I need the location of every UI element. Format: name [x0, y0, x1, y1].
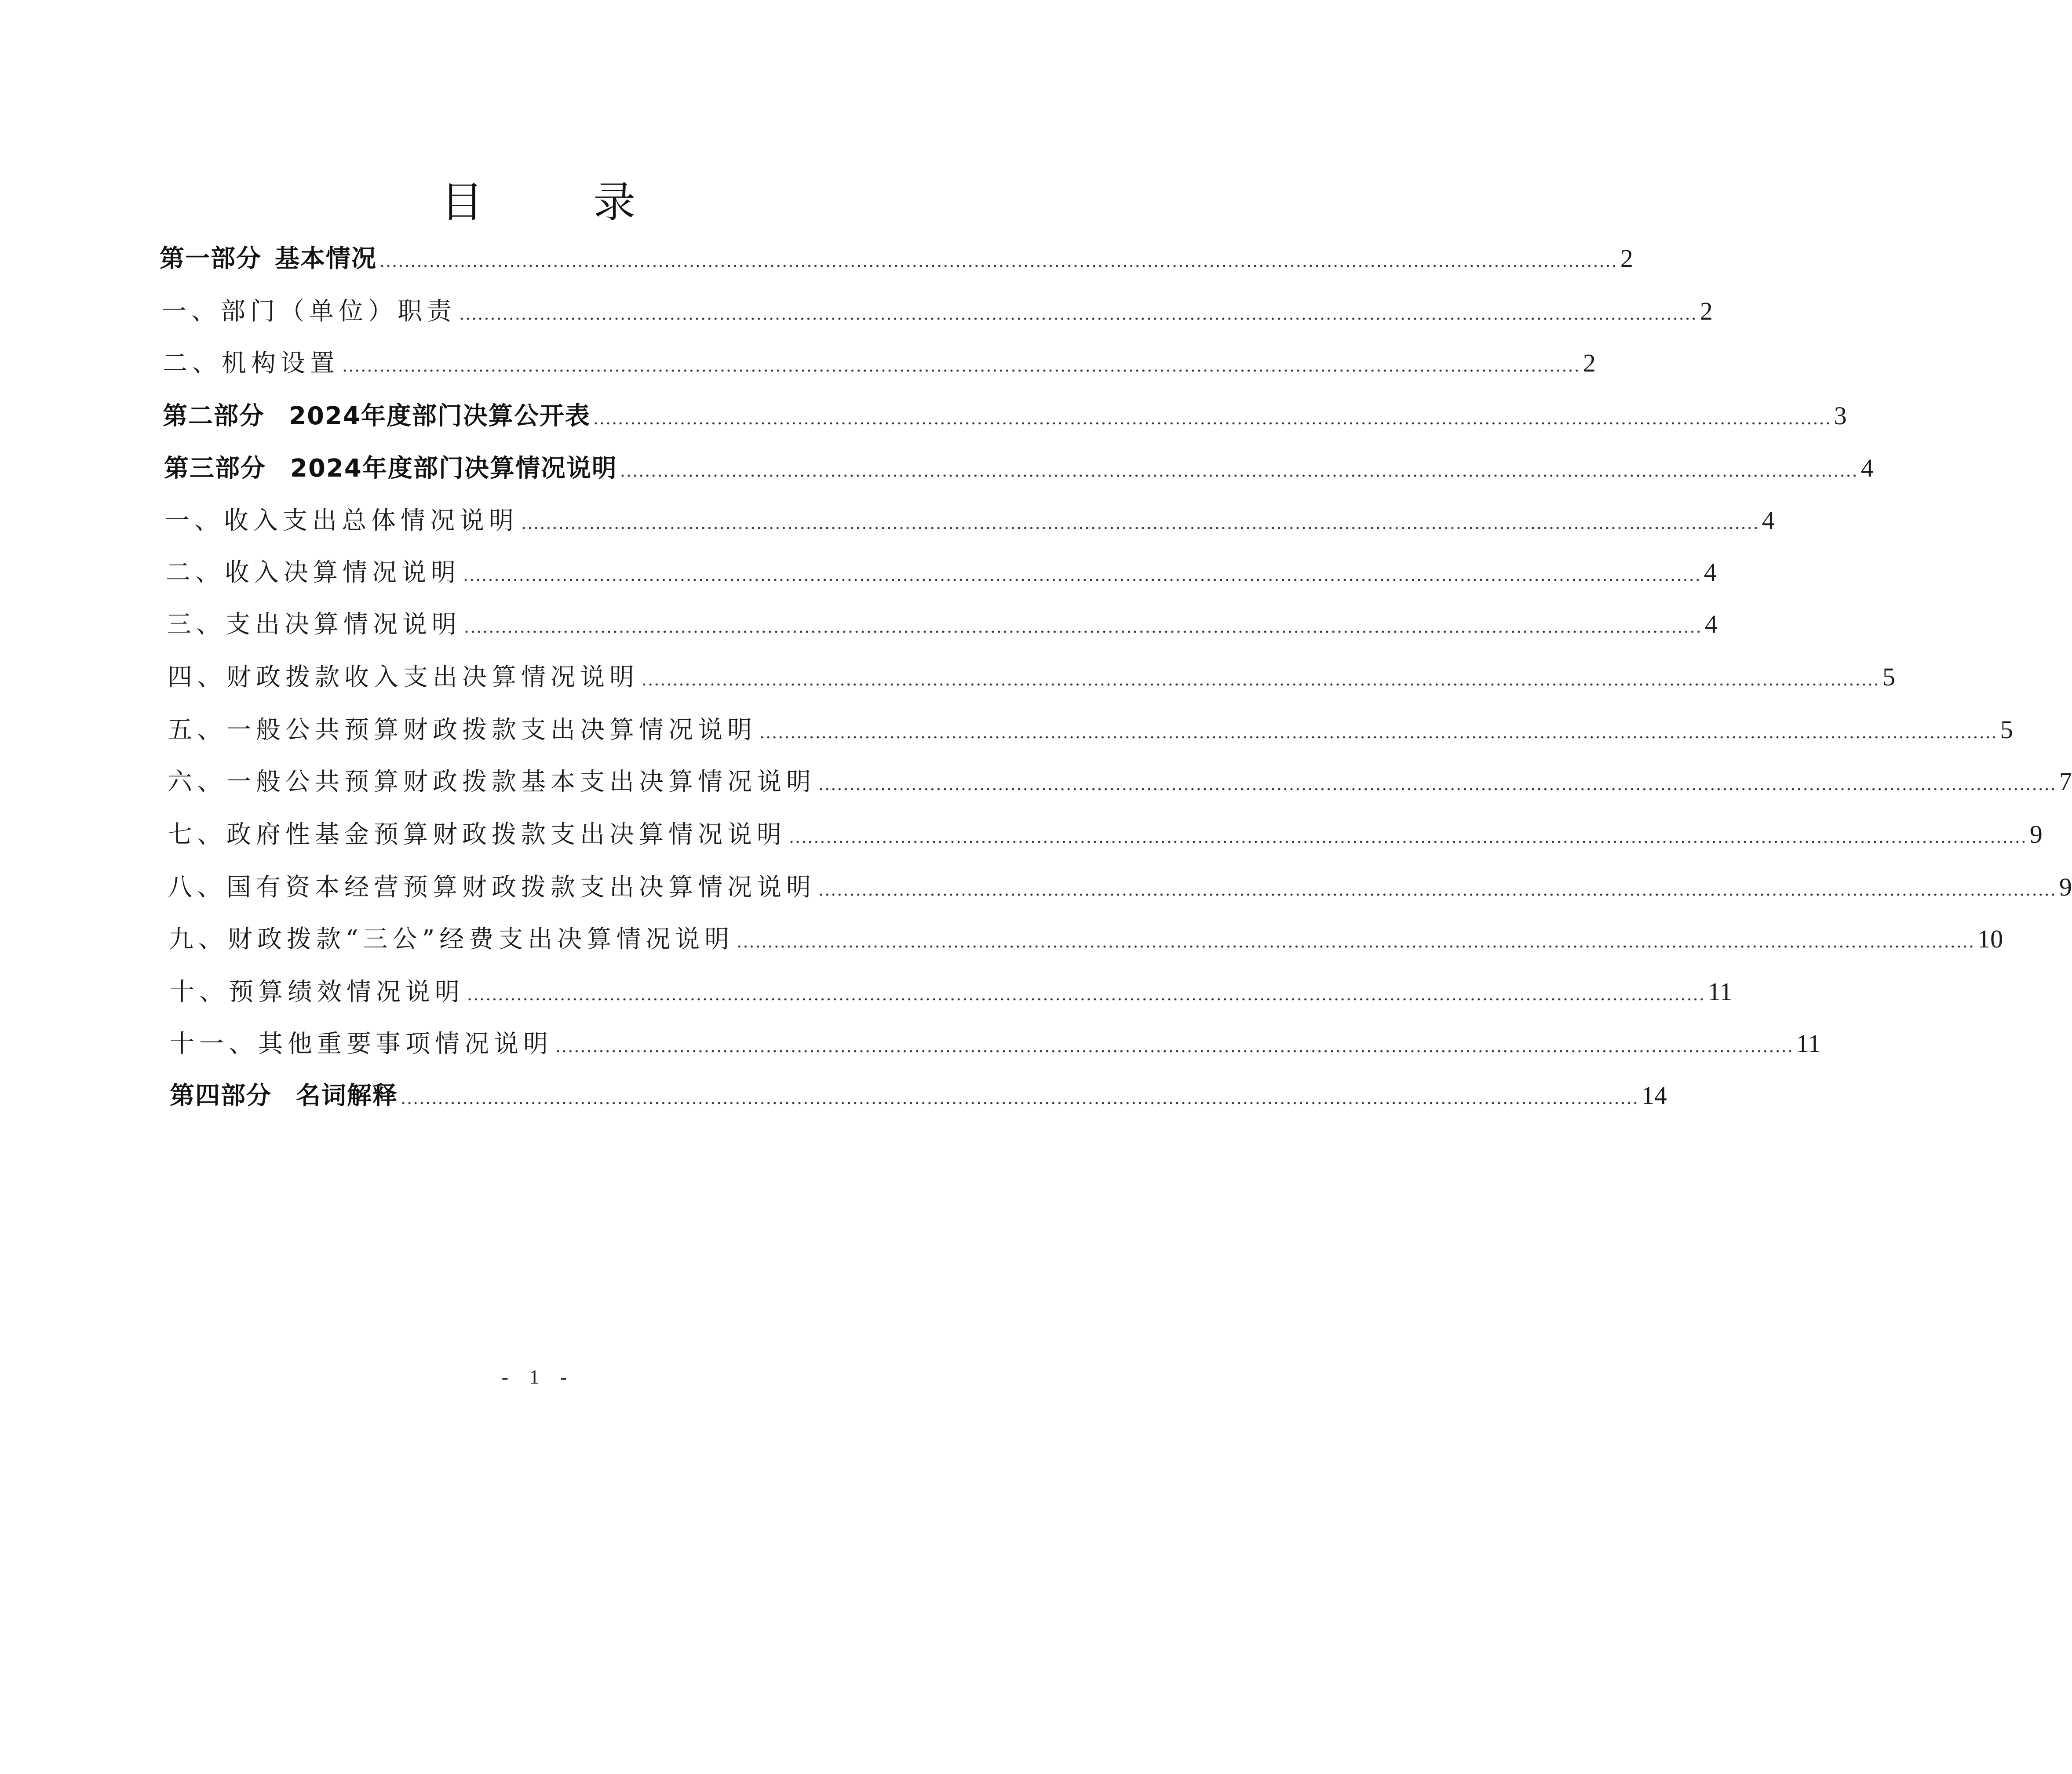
toc-leader-dots: ........................................................................................................................................................................................................ [759, 723, 1998, 742]
toc-page-number: 9 [2059, 873, 2072, 901]
toc-leader-dots: ........................................................................................................................................................................................................ [467, 985, 1705, 1004]
toc-entry-label: 七、政府性基金预算财政拨款支出决算情况说明 [168, 820, 786, 849]
toc-leader-dots: ........................................................................................................................................................................................................ [521, 514, 1759, 533]
toc-entry-section[interactable] [170, 974, 1733, 1009]
toc-entry-label: 一、部门（单位）职责 [162, 297, 456, 326]
toc-entry-section[interactable] [163, 346, 1596, 381]
toc-entry-section[interactable] [169, 922, 2003, 957]
toc-entry-section[interactable] [168, 817, 2043, 852]
toc-page-number: 3 [1834, 401, 1847, 430]
toc-entry-section[interactable] [168, 764, 2072, 799]
toc-leader-dots: ........................................................................................................................................................................................................ [593, 409, 1831, 428]
toc-page-number: 2 [1620, 244, 1633, 273]
toc-entry-section[interactable] [167, 607, 1718, 642]
toc-page-number: 5 [1882, 663, 1895, 691]
toc-entry-label: 六、一般公共预算财政拨款基本支出决算情况说明 [168, 768, 816, 796]
toc-entry-section[interactable] [165, 503, 1775, 538]
toc-page-number: 11 [1707, 977, 1733, 1006]
toc-leader-dots: ........................................................................................................................................................................................................ [379, 251, 1618, 271]
toc-leader-dots: ........................................................................................................................................................................................................ [620, 461, 1858, 481]
toc-entry-section[interactable] [170, 1026, 1821, 1061]
toc-page-number: 7 [2059, 767, 2072, 796]
toc-entry-label: 第一部分 基本情况 [160, 244, 377, 273]
toc-entry-label: 五、一般公共预算财政拨款支出决算情况说明 [168, 716, 757, 744]
toc-entry-label: 第二部分 2024年度部门决算公开表 [163, 402, 591, 430]
toc-entry-label: 十、预算绩效情况说明 [170, 978, 464, 1006]
toc-page-number: 11 [1796, 1029, 1821, 1058]
toc-page-number: 2 [1583, 349, 1596, 377]
toc-entry-label: 一、收入支出总体情况说明 [165, 506, 518, 535]
toc-leader-dots: ........................................................................................................................................................................................................ [401, 1089, 1639, 1108]
toc-entry-label: 第四部分 名词解释 [170, 1082, 398, 1110]
toc-leader-dots: ........................................................................................................................................................................................................ [463, 565, 1701, 585]
toc-leader-dots: ........................................................................................................................................................................................................ [342, 356, 1580, 375]
toc-title: 目 录 [441, 178, 684, 227]
toc-leader-dots: ........................................................................................................................................................................................................ [555, 1037, 1794, 1056]
toc-entry-section[interactable] [162, 294, 1713, 329]
toc-entry-section[interactable] [166, 555, 1717, 590]
toc-leader-dots: ........................................................................................................................................................................................................ [464, 617, 1702, 637]
toc-entry-part-2[interactable] [163, 398, 1847, 433]
toc-page-number: 4 [1762, 506, 1775, 535]
toc-entry-label: 二、收入决算情况说明 [166, 558, 460, 587]
toc-entry-label: 第三部分 2024年度部门决算情况说明 [164, 454, 617, 483]
toc-page-number: 4 [1704, 610, 1718, 638]
toc-leader-dots: ........................................................................................................................................................................................................ [459, 304, 1697, 324]
toc-entry-label: 八、国有资本经营预算财政拨款支出决算情况说明 [168, 873, 816, 902]
toc-leader-dots: ........................................................................................................................................................................................................ [789, 827, 2027, 847]
toc-entry-part-3[interactable] [164, 451, 1874, 486]
toc-entry-section[interactable] [168, 712, 2013, 747]
toc-entry-section[interactable] [168, 870, 2072, 905]
toc-page-number: 4 [1860, 454, 1874, 482]
toc-page-number: 14 [1641, 1081, 1667, 1110]
toc-leader-dots: ........................................................................................................................................................................................................ [642, 670, 1880, 689]
toc-page-number: 5 [2000, 715, 2013, 744]
toc-entry-label: 二、机构设置 [163, 349, 339, 378]
page-number-footer: - 1 - [501, 1366, 575, 1388]
toc-entry-part-1[interactable] [160, 241, 1633, 276]
toc-page-number: 2 [1700, 297, 1713, 325]
toc-leader-dots: ........................................................................................................................................................................................................ [737, 932, 1975, 951]
toc-entry-label: 九、财政拨款“三公”经费支出决算情况说明 [169, 925, 734, 954]
toc-page-number: 10 [1977, 925, 2003, 953]
toc-page-number: 9 [2029, 820, 2043, 849]
toc-entry-label: 三、支出决算情况说明 [167, 610, 461, 639]
toc-entry-part-4[interactable] [170, 1078, 1667, 1113]
toc-entry-section[interactable] [168, 659, 1895, 695]
toc-leader-dots: ........................................................................................................................................................................................................ [818, 775, 2057, 794]
toc-entry-label: 四、财政拨款收入支出决算情况说明 [168, 663, 639, 692]
toc-page-number: 4 [1704, 558, 1717, 586]
toc-entry-label: 十一、其他重要事项情况说明 [170, 1030, 553, 1058]
toc-leader-dots: ........................................................................................................................................................................................................ [818, 880, 2057, 900]
